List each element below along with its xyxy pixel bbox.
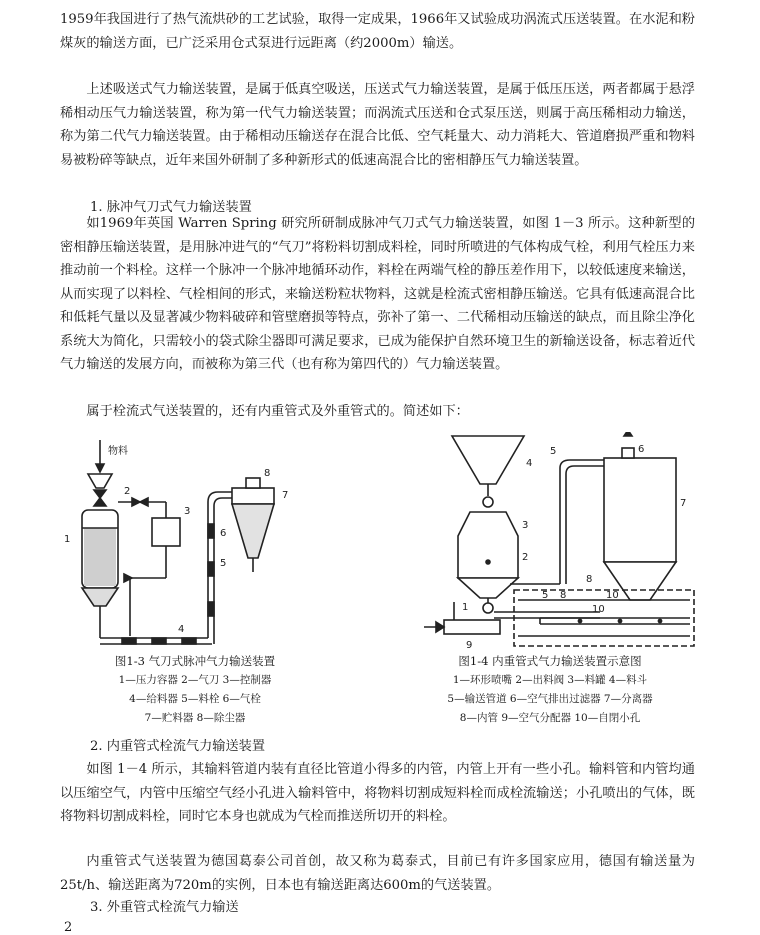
fig4-number: 5 [542, 590, 549, 601]
figure-1-3-caption: 图1-3 气刀式脉冲气力输送装置 [114, 654, 276, 668]
paragraph-generations: 上述吸送式气力输送装置，是属于低真空吸送，压送式气力输送装置，是属于低压压送，两者都属于悬浮稀相动压气力输送装置，称为第一代气力输送装置；而涡流式压送和仓式泵压送，则属于高压稀相动力输送，称为第二代气力输送装置。由于稀相动压输送存在混合比低、空气耗量大、动力消耗大、管道磨损严重和物料易被粉碎等缺点，近年来国外研制了多种新形式的低速高混合比的密相静压气力输送装置。 [60, 82, 695, 168]
figure-1-4-diagram [410, 432, 700, 650]
figure-1-4-legend-line: 8—内管 9—空气分配器 10—自閉小孔 [459, 712, 641, 724]
page-number: 2 [64, 920, 73, 935]
fig4-number: 10 [592, 604, 605, 615]
fig4-number: 8 [560, 590, 567, 601]
figure-1-3-legend-line: 1—压力容器 2—气刀 3—控制器 [118, 674, 272, 686]
fig3-number: 5 [220, 558, 227, 569]
fig4-number: 3 [522, 520, 529, 531]
section-heading-2: 2. 内重管式栓流气力输送装置 [90, 739, 266, 754]
fig4-number: 2 [522, 552, 529, 563]
figure-1-3-legend-line: 7—贮料器 8—除尘器 [144, 712, 246, 724]
fig3-number: 8 [264, 468, 271, 479]
paragraph-inner-tube: 如图 1－4 所示，其输料管道内装有直径比管道小得多的内管，内管上开有一些小孔。输料管和内管均通以压缩空气，内管中压缩空气经小孔进入输料管中，将物料切割成短料栓而成栓流输送；小孔喷出的气体，既将物料切割成料栓，同时它本身也就成为气栓而推送所切开的料栓。 [60, 762, 695, 824]
fig4-number: 8 [586, 574, 593, 585]
section-heading-1: 1. 脉冲气刀式气力输送装置 [90, 200, 252, 215]
fig3-number: 3 [184, 506, 191, 517]
material-label: 物料 [108, 446, 128, 457]
fig4-number: 10 [606, 590, 619, 601]
figure-1-3-diagram [60, 432, 380, 650]
fig3-number: 7 [282, 490, 289, 501]
fig3-number: 2 [124, 486, 131, 497]
fig3-number: 1 [64, 534, 71, 545]
fig4-number: 1 [462, 602, 469, 613]
figure-1-4-legend-line: 1—环形喷嘴 2—出料阀 3—料罐 4—料斗 [452, 674, 648, 686]
fig4-number: 7 [680, 498, 687, 509]
paragraph-plug-flow-intro: 属于栓流式气送装置的，还有内重管式及外重管式的。简述如下： [86, 404, 469, 419]
figure-1-4-caption: 图1-4 内重管式气力输送装置示意图 [458, 654, 642, 668]
fig4-number: 9 [466, 640, 473, 650]
section-heading-3: 3. 外重管式栓流气力输送 [90, 900, 239, 915]
fig3-number: 4 [178, 624, 185, 635]
fig3-number: 6 [220, 528, 227, 539]
fig4-number: 4 [526, 458, 533, 469]
paragraph-pulse-air-knife: 如1969年英国 Warren Spring 研究所研制成脉冲气刀式气力输送装置，如图 1－3 所示。这种新型的密相静压输送装置，是用脉冲进气的“气刀”将粉料切割成料栓，同时所喷进的气体构成气栓，利用气栓压力来推动前一个料栓。这样一个脉冲一个脉冲地循环动作，料栓在两端气栓的静压差作用下，以较低速度来输送，从而实现了以料栓、气栓相间的形式，来输送粉粒状物料，这就是栓流式密相静压输送。它具有低速高混合比和低耗气量以及显著减少物料破碎和管壁磨损等特点，弥补了第一、二代稀相动压输送的缺点，而且除尘净化系统大为简化，只需较小的袋式除尘器即可满足要求，已成为能保护自然环境卫生的新输送设备，标志着近代气力输送的发展方向，而被称为第三代（也有称为第四代的）气力输送装置。 [60, 216, 695, 372]
paragraph-gattys: 内重管式气送装置为德国葛泰公司首创，故又称为葛泰式，目前已有许多国家应用，德国有输送量为25t/h、输送距离为720m的实例，日本也有输送距离达600m的气送装置。 [60, 854, 695, 893]
fig4-number: 5 [550, 446, 557, 457]
figure-1-4-legend-line: 5—输送管道 6—空气排出过滤器 7—分离器 [447, 693, 653, 705]
figure-1-3-legend-line: 4—给料器 5—料栓 6—气栓 [129, 693, 261, 705]
fig4-number: 6 [638, 444, 645, 455]
paragraph-history: 1959年我国进行了热气流烘砂的工艺试验，取得一定成果，1966年又试验成功涡流式压送装置。在水泥和粉煤灰的输送方面，已广泛采用仓式泵进行远距离（约2000m）输送。 [60, 12, 695, 51]
